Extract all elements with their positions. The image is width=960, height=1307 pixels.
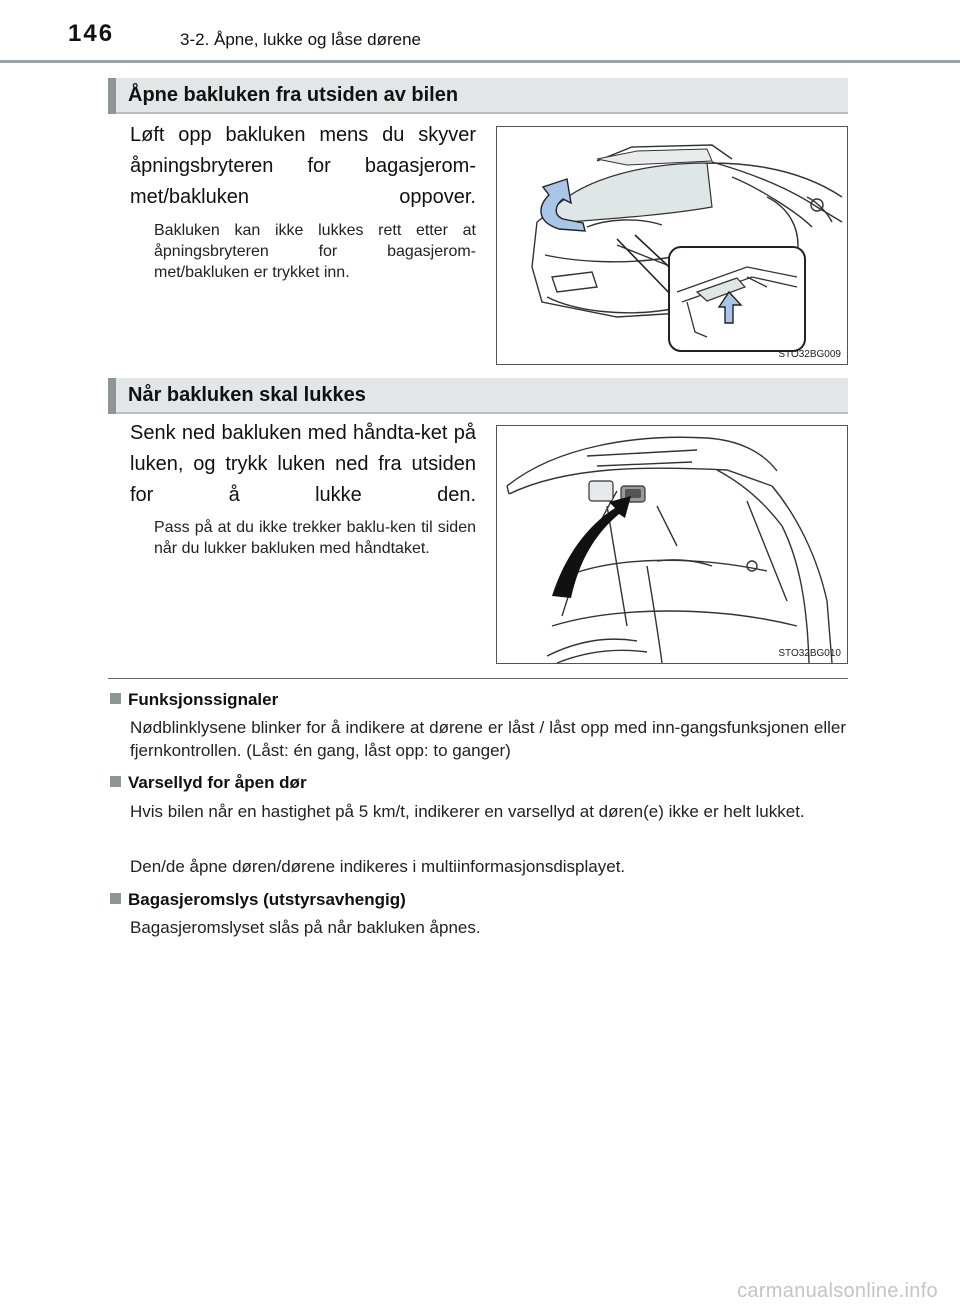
note-text: Bakluken kan ikke lukkes rett etter at åpningsbryteren for bagasjerom-met/bakluken er trykket inn. — [154, 222, 476, 281]
section-heading-close-tailgate — [108, 378, 848, 414]
section-title: Åpne bakluken fra utsiden av bilen — [128, 84, 459, 106]
section-divider — [108, 678, 848, 679]
section-accent — [108, 378, 116, 414]
item-text: Den/de åpne døren/dørene indikeres i multiinformasjonsdisplayet. — [130, 857, 626, 876]
page-number: 146 — [68, 20, 115, 47]
item-text: Bagasjeromslyset slås på når bakluken åpnes. — [130, 918, 481, 937]
figure-code: STO32BG010 — [778, 648, 841, 659]
figure-code: STO32BG009 — [778, 349, 841, 360]
item-heading-function-signals: Funksjonssignaler — [110, 690, 278, 710]
tailgate-open-illustration — [497, 127, 847, 364]
tailgate-close-illustration — [497, 426, 847, 663]
chapter-title: 3-2. Åpne, lukke og låse dørene — [180, 30, 421, 49]
section-title: Når bakluken skal lukkes — [128, 384, 366, 406]
item-text: Nødblinklysene blinker for å indikere at dørene er låst / låst opp med inn-gangsfunksjonen eller fjernkontrollen. (Låst: én gang, låst opp: to ganger) — [130, 718, 846, 760]
header-rule — [0, 60, 960, 63]
instruction-text: Løft opp bakluken mens du skyver åpningsbryteren for bagasjerom-met/bakluken oppover. — [130, 124, 476, 208]
page-header — [0, 0, 960, 62]
bullet-square-icon — [110, 693, 121, 704]
note-text: Pass på at du ikke trekker baklu-ken til siden når du lukker bakluken med håndtaket. — [154, 519, 476, 557]
item-heading-luggage-light: Bagasjeromslys (utstyrsavhengig) — [110, 890, 406, 910]
figure-close-tailgate — [496, 425, 848, 664]
item-text: Hvis bilen når en hastighet på 5 km/t, indikerer en varsellyd at døren(e) ikke er helt lukket. — [130, 802, 805, 821]
instruction-text: Senk ned bakluken med håndta-ket på luken, og trykk luken ned fra utsiden for å lukke den. — [130, 422, 476, 506]
item-heading-door-warning: Varsellyd for åpen dør — [110, 773, 307, 793]
section-accent — [108, 78, 116, 114]
bullet-square-icon — [110, 776, 121, 787]
section-heading-open-tailgate — [108, 78, 848, 114]
bullet-square-icon — [110, 893, 121, 904]
watermark: carmanualsonline.info — [737, 1280, 938, 1302]
figure-open-tailgate — [496, 126, 848, 365]
